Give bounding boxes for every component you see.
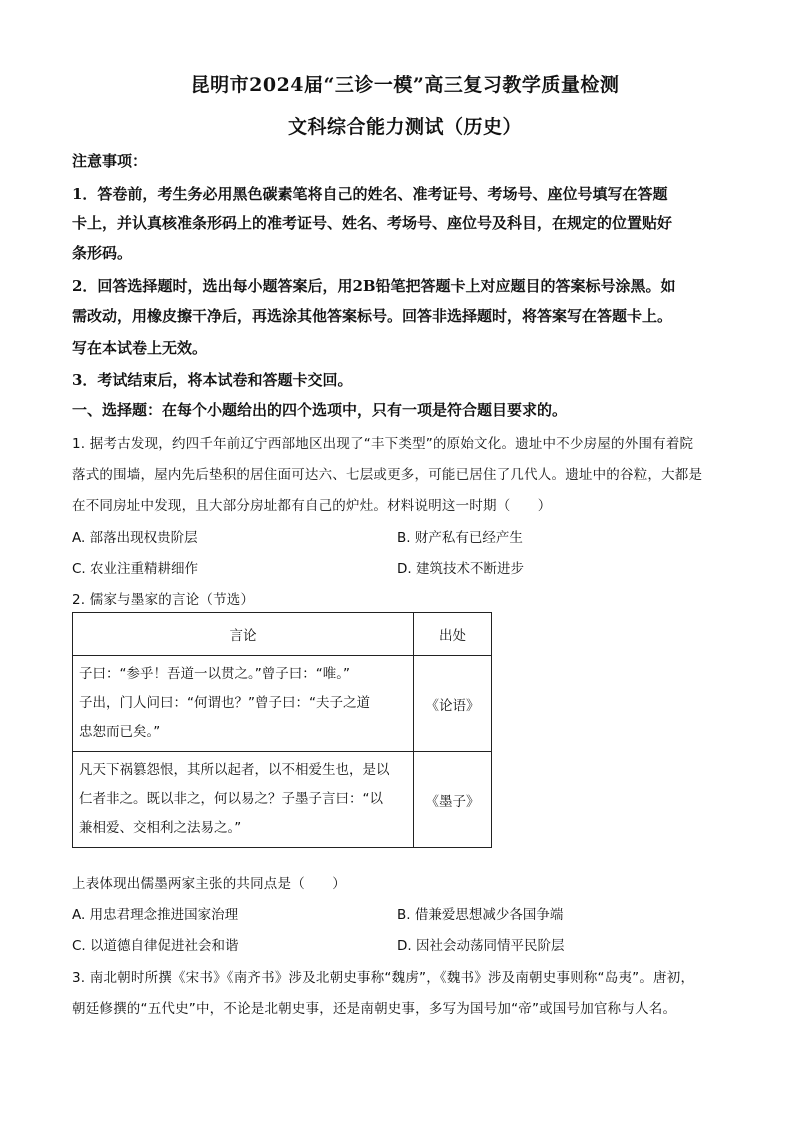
quote-line: 子曰：“参乎！吾道一以贯之。”曾子曰：“唯。”: [79, 666, 350, 682]
table-row: [73, 752, 492, 848]
quote-line: 仁者非之。既以非之，何以易之？子墨子言曰：“以: [79, 791, 383, 807]
question-1-stem-cont: 在不同房址中发现，且大部分房址都有自己的炉灶。材料说明这一时期（ ）: [72, 498, 552, 514]
quote-line: 兼相爱、交相利之法易之。”: [79, 820, 242, 836]
question-3-stem-cont: 朝廷修撰的“五代史”中，不论是北朝史事，还是南朝史事，多写为国号加“帝”或国号加官称与人名。: [72, 1001, 677, 1017]
question-2-stem: 2. 儒家与墨家的言论（节选）: [72, 592, 255, 608]
question-2-prompt: 上表体现出儒墨两家主张的共同点是（ ）: [72, 876, 346, 892]
table-cell-quote: [73, 656, 414, 752]
table-cell-quote: [73, 752, 414, 848]
exam-title: 昆明市2024届“三诊一模”高三复习教学质量检测: [190, 74, 620, 96]
question-1-option-c: C. 农业注重精耕细作: [72, 561, 199, 577]
notice-item-1-cont: 卡上，并认真核准条形码上的准考证号、姓名、考场号、座位号及科目，在规定的位置贴好: [72, 214, 673, 232]
question-1-stem: 1. 据考古发现，约四千年前辽宁西部地区出现了“丰下类型”的原始文化。遗址中不少房屋的外围有着院: [72, 436, 694, 452]
notice-item-2-cont: 写在本试卷上无效。: [72, 339, 208, 357]
table-header-source: 出处: [414, 613, 492, 656]
question-1-option-b: B. 财产私有已经产生: [397, 530, 523, 546]
exam-subtitle: 文科综合能力测试（历史）: [287, 116, 522, 138]
question-2-option-c: C. 以道德自律促进社会和谐: [72, 938, 239, 954]
table-cell-source: 《论语》: [414, 656, 492, 752]
table-cell-source: 《墨子》: [414, 752, 492, 848]
question-1-option-a: A. 部落出现权贵阶层: [72, 530, 198, 546]
quote-line: 子出，门人问曰：“何谓也？”曾子曰：“夫子之道: [79, 695, 370, 711]
notice-item-2: 2．回答选择题时，选出每小题答案后，用2B铅笔把答题卡上对应题目的答案标号涂黑。如: [72, 277, 676, 295]
quote-line: 忠恕而已矣。”: [79, 724, 161, 740]
notice-item-1: 1．答卷前，考生务必用黑色碳素笔将自己的姓名、准考证号、考场号、座位号填写在答题: [72, 185, 668, 203]
question-2-option-b: B. 借兼爱思想减少各国争端: [397, 907, 564, 923]
question-1-stem-cont: 落式的围墙，屋内先后垫积的居住面可达六、七层或更多，可能已居住了几代人。遗址中的谷粒，大都是: [72, 467, 703, 483]
quote-line: 凡天下祸篡怨恨，其所以起者，以不相爱生也，是以: [79, 762, 390, 778]
question-1-option-d: D. 建筑技术不断进步: [397, 561, 524, 577]
quotes-table: [72, 612, 492, 848]
question-3-stem: 3. 南北朝时所撰《宋书》《南齐书》涉及北朝史事称“魏虏”，《魏书》涉及南朝史事则称“岛夷”。唐初，: [72, 970, 695, 986]
question-2-option-d: D. 因社会动荡同情平民阶层: [397, 938, 565, 954]
notice-heading: 注意事项：: [72, 152, 148, 170]
table-header-quote: 言论: [73, 613, 414, 656]
section-heading: 一、选择题：在每个小题给出的四个选项中，只有一项是符合题目要求的。: [72, 401, 568, 419]
notice-item-2-cont: 需改动，用橡皮擦干净后，再选涂其他答案标号。回答非选择题时，将答案写在答题卡上。: [72, 307, 673, 325]
table-row: [73, 656, 492, 752]
table-header-row: [73, 613, 492, 656]
notice-item-1-cont: 条形码。: [72, 244, 133, 262]
question-2-option-a: A. 用忠君理念推进国家治理: [72, 907, 239, 923]
notice-item-3: 3．考试结束后，将本试卷和答题卡交回。: [72, 371, 353, 389]
